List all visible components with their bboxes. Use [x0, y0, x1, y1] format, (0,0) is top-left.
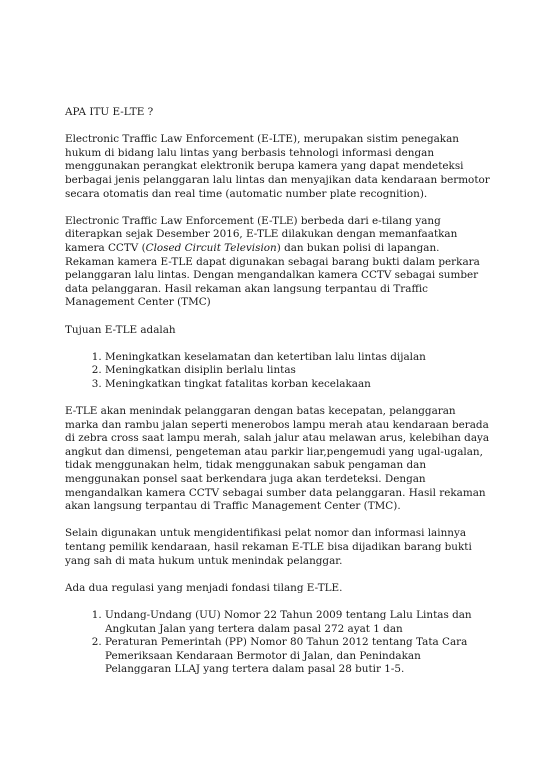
paragraph-definition: Electronic Traffic Law Enforcement (E-LTE), merupakan sistim penegakan hukum di bidang lalu lintas yang berbasis tehnologi informasi dengan menggunakan perangkat elektronik berupa kamera yang dapat mendeteksi berbagai jenis pelanggaran lalu lintas dan menyajikan data kendaraan bermotor secara otomatis dan real time (automatic number plate recognition).: [65, 133, 490, 200]
goal-item: 3. Meningkatkan tingkat fatalitas korban kecelakaan: [105, 378, 490, 392]
goal-item: 2. Meningkatkan disiplin berlalu lintas: [105, 364, 490, 378]
document-body: [65, 106, 490, 691]
regulation-list: [65, 609, 490, 677]
paragraph-violations: E-TLE akan menindak pelanggaran dengan batas kecepatan, pelanggaran marka dan rambu jalan seperti menerobos lampu merah atau kendaraan berada di zebra cross saat lampu merah, salah jalur atau melawan arus, kelebihan daya angkut dan dimensi, pengeteman atau parkir liar,pengemudi yang ugal-ugalan, tidak menggunakan helm, tidak menggunakan sabuk pengaman dan menggunakan ponsel saat berkendara juga akan terdeteksi. Dengan mengandalkan kamera CCTV sebagai sumber data pelanggaran. Hasil rekaman akan langsung terpantau di Traffic Management Center (TMC).: [65, 405, 490, 513]
regulation-item: 1. Undang-Undang (UU) Nomor 22 Tahun 2009 tentang Lalu Lintas dan Angkutan Jalan yang tertera dalam pasal 272 ayat 1 dan: [105, 609, 490, 636]
goals-list: [65, 351, 490, 392]
document-title: APA ITU E-LTE ?: [65, 106, 154, 118]
regulation-intro: Ada dua regulasi yang menjadi fondasi tilang E-TLE.: [65, 581, 343, 594]
goal-item: 1. Meningkatkan keselamatan dan ketertiban lalu lintas dijalan: [105, 351, 490, 365]
paragraph-difference-part-2: ) dan bukan polisi di lapangan. Rekaman kamera E-TLE dapat digunakan sebagai barang bukti dalam perkara pelanggaran lalu lintas. Dengan mengandalkan kamera CCTV sebagai sumber data pelanggaran. Hasil rekaman akan langsung terpantau di Traffic Management Center (TMC): [65, 241, 480, 309]
goals-intro: Tujuan E-TLE adalah: [65, 323, 176, 336]
cctv-expansion: Closed Circuit Television: [145, 241, 277, 254]
paragraph-evidence: Selain digunakan untuk mengidentifikasi pelat nomor dan informasi lainnya tentang pemilik kendaraan, hasil rekaman E-TLE bisa dijadikan barang bukti yang sah di mata hukum untuk menindak pelanggar.: [65, 527, 472, 567]
paragraph-difference-part-1: Electronic Traffic Law Enforcement (E-TLE) berbeda dari e-tilang yang diterapkan sejak Desember 2016, E-TLE dilakukan dengan memanfaatkan kamera CCTV (: [65, 214, 458, 254]
regulation-item: 2. Peraturan Pemerintah (PP) Nomor 80 Tahun 2012 tentang Tata Cara Pemeriksaan Kendaraan Bermotor di Jalan, dan Penindakan Pelanggaran LLAJ yang tertera dalam pasal 28 butir 1-5.: [105, 636, 490, 677]
paragraph-difference: [65, 215, 490, 310]
